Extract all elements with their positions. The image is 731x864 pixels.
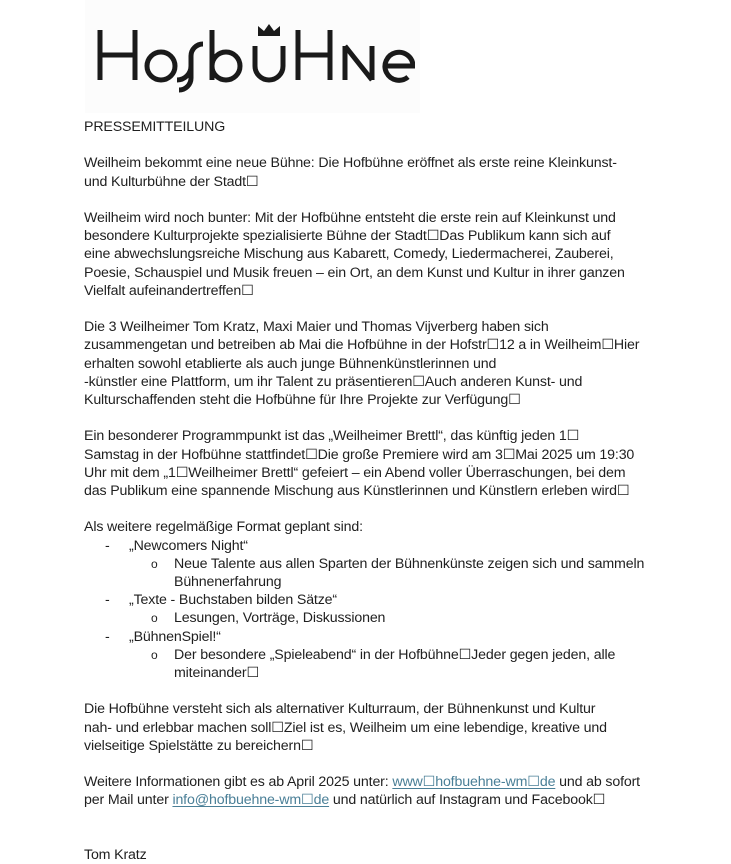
email-link[interactable]: info@hofbuehne-wm☐de (172, 792, 330, 809)
format-item: - „Newcomers Night“ (105, 537, 248, 554)
circle-bullet-icon: o (151, 647, 158, 662)
paragraph-mission: Die Hofbühne versteht sich als alternativer Kulturraum, der Bühnenkunst und Kultur nah- und erlebbar machen soll☐Ziel ist es, Weilheim um eine lebendige, kreative und vielseitige Spielstätte zu bereichern☐ (84, 701, 607, 754)
formats-intro: Als weitere regelmäßige Format geplant sind: (84, 519, 363, 536)
paragraph-contact: Weitere Informationen gibt es ab April 2025 unter: www☐hofbuehne-wm☐de und ab sofort per Mail unter info@hofbuehne-wm☐de und natürlich auf Instagram und Facebook☐ (84, 774, 640, 809)
logo-wordmark (95, 22, 415, 94)
circle-bullet-icon: o (151, 611, 158, 626)
press-release (84, 118, 659, 864)
paragraph-intro: Weilheim wird noch bunter: Mit der Hofbühne entsteht die erste rein auf Kleinkunst und besondere Kulturprojekte spezialisierte Bühne der Stadt☐Das Publikum kann sich auf eine abwechslungsreiche Mischung aus Kabarett, Comedy, Liedermacherei, Zauberei, Poesie, Schauspiel und Musik freuen – ein Ort, an dem Kunst und Kultur in ihrer ganzen Vielfalt aufeinandertreffen☐ (84, 209, 625, 299)
format-item: - „BühnenSpiel!“ (105, 628, 221, 645)
paragraph-founders: Die 3 Weilheimer Tom Kratz, Maxi Maier und Thomas Vijverberg haben sich zusammengetan und betreiben ab Mai die Hofbühne in der Hofstr☐12 a in Weilheim☐Hier erhalten sowohl etablierte als auch junge Bühnenkünstlerinnen und -künstler eine Plattform, um ihr Talent zu präsentieren☐Auch anderen Kunst- und Kulturschaffenden steht die Hofbühne für Ihre Projekte zur Verfügung☐ (84, 319, 640, 408)
dash-bullet: - (105, 628, 110, 645)
formats-list (84, 537, 659, 683)
format-subitem: o Der besondere „Spieleabend“ in der Hofbühne☐Jeder gegen jeden, alle miteinander☐ (151, 646, 616, 682)
circle-bullet-icon: o (151, 556, 158, 571)
format-item: - „Texte - Buchstaben bilden Sätze“ (105, 592, 337, 609)
document-label: PRESSEMITTEILUNG (84, 119, 226, 135)
hofbuehne-logo (85, 0, 420, 113)
crown-icon (258, 24, 280, 36)
signature: Tom Kratz (84, 846, 147, 863)
dash-bullet: - (105, 592, 110, 609)
format-subitem: o Lesungen, Vorträge, Diskussionen (151, 610, 386, 627)
website-link[interactable]: www☐hofbuehne-wm☐de (392, 774, 556, 791)
paragraph-brettl: Ein besonderer Programmpunkt ist das „Weilheimer Brettl“, das künftig jeden 1☐ Samstag in der Hofbühne stattfindet☐Die große Premiere wird am 3☐Mai 2025 um 19:30 Uhr mit dem „1☐Weilheimer Brettl“ gefeiert – ein Abend voller Überraschungen, bei dem das Publikum eine spannende Mischung aus Künstlerinnen und Künstlern erleben wird☐ (84, 428, 635, 499)
headline: Weilheim bekommt eine neue Bühne: Die Hofbühne eröffnet als erste reine Kleinkunst- und Kulturbühne der Stadt☐ (84, 155, 617, 190)
dash-bullet: - (105, 537, 110, 554)
format-subitem: o Neue Talente aus allen Sparten der Bühnenkünste zeigen sich und sammeln Bühnenerfahrung (151, 555, 645, 590)
